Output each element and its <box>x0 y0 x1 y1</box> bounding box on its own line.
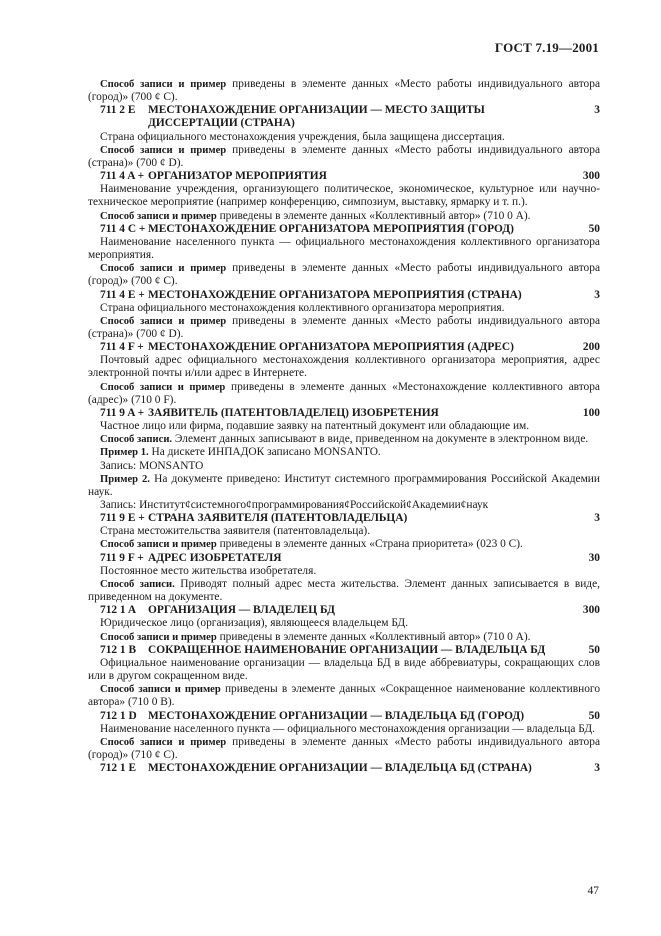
paragraph-label: Способ записи и пример <box>100 210 217 222</box>
element-length: 300 <box>582 170 600 183</box>
paragraph <box>88 617 600 630</box>
element-title: ЗАЯВИТЕЛЬ (ПАТЕНТОВЛАДЕЛЕЦ) ИЗОБРЕТЕНИЯ <box>148 406 439 419</box>
element-length: 200 <box>582 341 600 354</box>
element-heading <box>88 289 600 302</box>
paragraph-text: Частное лицо или фирма, подавшие заявку на патентный документ или обладающие им. <box>100 420 530 433</box>
element-title: МЕСТОНАХОЖДЕНИЕ ОРГАНИЗАТОРА МЕРОПРИЯТИЯ (СТРАНА) <box>148 288 522 301</box>
paragraph <box>88 381 600 407</box>
element-heading <box>88 604 600 617</box>
paragraph <box>88 473 600 499</box>
paragraph-text: Официальное наименование организации — владельца БД в виде аббревиатуры, сокращающих слов или в другом сокращенном виде. <box>88 656 600 683</box>
element-length: 50 <box>588 222 600 235</box>
element-heading <box>88 104 600 130</box>
element-code: 711 2 E <box>100 104 136 117</box>
paragraph-text: Юридическое лицо (организация), являющееся владельцем БД. <box>100 617 409 630</box>
paragraph-text: Страна официального местонахождения коллективного организатора мероприятия. <box>100 301 505 314</box>
element-heading <box>88 552 600 565</box>
paragraph-text: Элемент данных записывают в виде, приведенном на документе в электронном виде. <box>172 433 589 446</box>
paragraph <box>88 354 600 380</box>
paragraph <box>88 183 600 209</box>
element-title: МЕСТОНАХОЖДЕНИЕ ОРГАНИЗАЦИИ — ВЛАДЕЛЬЦА БД (СТРАНА) <box>148 762 532 775</box>
element-heading <box>88 341 600 354</box>
paragraph-label: Способ записи. <box>100 578 175 590</box>
paragraph <box>88 578 600 604</box>
paragraph-label: Способ записи и пример <box>100 381 226 393</box>
paragraph-text: Страна местожительства заявителя (патентовладельца). <box>100 525 371 538</box>
paragraph <box>88 736 600 762</box>
paragraph-label: Пример 1. <box>100 447 149 459</box>
paragraph-label: Способ записи и пример <box>100 631 217 643</box>
element-heading <box>88 170 600 183</box>
element-length: 50 <box>588 643 600 656</box>
paragraph-text: приведены в элементе данных «Коллективный автор» (710 0 A). <box>216 630 531 643</box>
paragraph-text: приведены в элементе данных «Коллективный автор» (710 0 A). <box>216 209 531 222</box>
paragraph-label: Способ записи. <box>100 434 173 446</box>
paragraph-text: Приводят полный адрес места жительства. Элемент данных записывается в виде, приведенном на документе. <box>88 577 600 604</box>
element-code: 712 1 A <box>100 604 137 617</box>
page-header: ГОСТ 7.19—2001 <box>494 40 599 55</box>
element-code: 711 4 E + <box>100 288 145 301</box>
paragraph-text: приведены в элементе данных «Место работы индивидуального автора (город)» (700 ȼ C). <box>88 262 600 288</box>
paragraph-text: На дискете ИНПАДОК записано MONSANTO. <box>148 446 381 459</box>
element-title: СОКРАЩЕННОЕ НАИМЕНОВАНИЕ ОРГАНИЗАЦИИ — ВЛАДЕЛЬЦА БД <box>148 643 546 656</box>
element-title: МЕСТОНАХОЖДЕНИЕ ОРГАНИЗАЦИИ — МЕСТО ЗАЩИТЫ ДИССЕРТАЦИИ (СТРАНА) <box>148 104 485 130</box>
paragraph <box>88 302 600 315</box>
element-title: МЕСТОНАХОЖДЕНИЕ ОРГАНИЗАЦИИ — ВЛАДЕЛЬЦА БД (ГОРОД) <box>148 709 525 722</box>
paragraph-label: Способ записи и пример <box>100 539 217 551</box>
paragraph <box>88 565 600 578</box>
element-code: 712 1 E <box>100 762 137 775</box>
paragraph-text: Наименование учреждения, организующего политическое, экономическое, культурное или научно-техническое мероприятие (например конференцию, симпозиум, выставку, ярмарку и т. п.). <box>88 183 600 209</box>
element-code: 711 9 A + <box>100 406 145 419</box>
element-heading <box>88 710 600 723</box>
element-code: 711 4 F + <box>100 341 144 354</box>
paragraph-text: приведены в элементе данных «Сокращенное наименование коллективного автора» (710 0 B). <box>88 683 601 709</box>
paragraph-text: приведены в элементе данных «Место работы индивидуального автора (страна)» (700 ȼ D). <box>88 143 600 169</box>
element-length: 3 <box>594 762 600 775</box>
paragraph-text: приведены в элементе данных «Место работы индивидуального автора (страна)» (700 ȼ D). <box>88 314 600 340</box>
element-length: 100 <box>582 406 600 419</box>
paragraph-label: Пример 2. <box>100 473 150 485</box>
paragraph-text: Наименование населенного пункта — официального местонахождения организации — владельца БД. <box>100 722 596 735</box>
paragraph-label: Способ записи и пример <box>100 315 227 327</box>
paragraph-text: приведены в элементе данных «Место работы индивидуального автора (город)» (700 ȼ C). <box>88 78 600 104</box>
element-length: 50 <box>588 709 600 722</box>
paragraph-text: приведены в элементе данных «Место работы индивидуального автора (город)» (710 ȼ C). <box>88 735 600 761</box>
element-code: 711 4 C + <box>100 222 146 235</box>
element-length: 3 <box>594 288 600 301</box>
page-number: 47 <box>587 885 599 897</box>
paragraph <box>88 499 600 512</box>
paragraph <box>88 683 600 709</box>
paragraph <box>88 631 600 644</box>
element-length: 3 <box>594 512 600 525</box>
paragraph-label: Способ записи и пример <box>100 79 227 90</box>
paragraph-label: Способ записи и пример <box>100 684 221 696</box>
element-code: 712 1 D <box>100 709 137 722</box>
element-heading <box>88 512 600 525</box>
paragraph-text: На документе приведено: Институт системного программирования Российской Академии наук. <box>88 472 601 498</box>
paragraph-text: приведены в элементе данных «Местонахождение коллективного автора (адрес)» (710 0 F). <box>88 380 600 406</box>
paragraph-label: Способ записи и пример <box>100 263 227 275</box>
document-body <box>88 78 600 775</box>
paragraph-label: Способ записи и пример <box>100 736 227 748</box>
paragraph <box>88 525 600 538</box>
paragraph <box>88 723 600 736</box>
element-code: 712 1 B <box>100 643 137 656</box>
paragraph <box>88 78 600 104</box>
element-title: ОРГАНИЗАЦИЯ — ВЛАДЕЛЕЦ БД <box>148 604 335 617</box>
paragraph <box>88 262 600 288</box>
element-heading <box>88 407 600 420</box>
paragraph-text: Страна официального местонахождения учреждения, была защищена диссертация. <box>100 130 505 143</box>
element-title: МЕСТОНАХОЖДЕНИЕ ОРГАНИЗАТОРА МЕРОПРИЯТИЯ (ГОРОД) <box>148 222 514 235</box>
paragraph <box>88 538 600 551</box>
paragraph-text: Запись: ИнститутȼсистемногоȼпрограммированияȼРоссийскойȼАкадемииȼнаук <box>100 499 489 511</box>
element-length: 3 <box>594 104 600 117</box>
paragraph-text: приведены в элементе данных «Страна приоритета» (023 0 C). <box>216 538 523 551</box>
paragraph-text: Почтовый адрес официального местонахождения коллективного организатора мероприятия, адрес электронной почты и/или адрес в Интернете. <box>88 354 600 380</box>
paragraph <box>88 433 600 446</box>
element-code: 711 9 F + <box>100 551 144 564</box>
element-heading <box>88 223 600 236</box>
element-title: СТРАНА ЗАЯВИТЕЛЯ (ПАТЕНТОВЛАДЕЛЬЦА) <box>148 512 408 525</box>
paragraph <box>88 210 600 223</box>
element-code: 711 9 E + <box>100 512 145 525</box>
element-heading <box>88 762 600 775</box>
element-length: 30 <box>588 551 600 564</box>
paragraph-label: Способ записи и пример <box>100 144 227 156</box>
paragraph <box>88 315 600 341</box>
paragraph <box>88 420 600 433</box>
element-length: 300 <box>582 604 600 617</box>
element-heading <box>88 644 600 657</box>
paragraph <box>88 446 600 459</box>
paragraph <box>88 144 600 170</box>
paragraph <box>88 657 600 683</box>
element-title: ОРГАНИЗАТОР МЕРОПРИЯТИЯ <box>148 170 327 183</box>
paragraph-text: Постоянное место жительства изобретателя. <box>100 564 317 577</box>
element-code: 711 4 A + <box>100 170 145 183</box>
paragraph <box>88 131 600 144</box>
paragraph-text: Запись: MONSANTO <box>100 459 204 472</box>
element-title: АДРЕС ИЗОБРЕТАТЕЛЯ <box>148 551 282 564</box>
paragraph <box>88 460 600 473</box>
paragraph <box>88 236 600 262</box>
paragraph-text: Наименование населенного пункта — официального местонахождения коллективного организатора мероприятия. <box>88 235 600 262</box>
element-title: МЕСТОНАХОЖДЕНИЕ ОРГАНИЗАТОРА МЕРОПРИЯТИЯ (АДРЕС) <box>148 341 514 354</box>
